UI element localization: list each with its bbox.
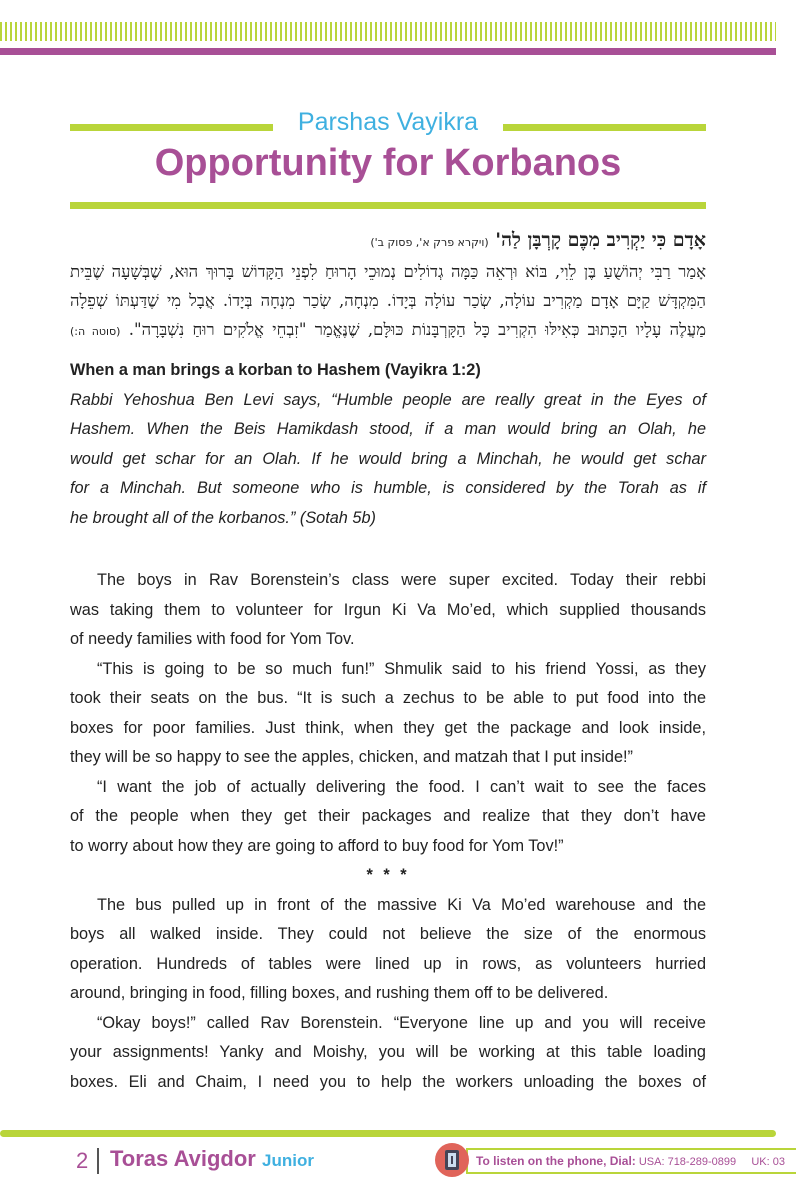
translation-line: Rabbi Yehoshua Ben Levi says, “Humble people are really great in the Eyes of xyxy=(70,390,706,409)
footer-divider xyxy=(97,1148,99,1174)
story xyxy=(70,566,706,1097)
page-title: Opportunity for Korbanos xyxy=(154,142,622,184)
story-line: they will be so happy to see the apples, chicken, and matzah that I put inside!” xyxy=(70,748,633,766)
top-tick-border xyxy=(0,22,776,41)
page-number: 2 xyxy=(76,1148,89,1173)
title-rule-bottom xyxy=(70,202,706,209)
translation-line: would get schar for an Olah. If he would bring a Minchah, he would get schar xyxy=(70,449,706,468)
translation xyxy=(70,356,706,533)
hebrew-verse: אָדָם כִּי יַקְרִיב מִכֶּם קָרְבָּן לַה' xyxy=(495,229,706,251)
hebrew-source-ref: (סוטה ה:) xyxy=(70,325,121,338)
uk-number: UK: 03 xyxy=(751,1156,785,1168)
usa-number: USA: 718-289-0899 xyxy=(638,1156,737,1168)
footer-bar xyxy=(0,1130,776,1137)
story-line: took their seats on the bus. “It is such a zechus to be able to put food into the xyxy=(70,689,706,707)
story-line: operation. Hundreds of tables were lined up in rows, as volunteers hurried xyxy=(70,954,706,973)
story-line: to worry about how they are going to afford to buy food for Yom Tov!” xyxy=(70,836,564,855)
story-line: was taking them to volunteer for Irgun Ki Va Mo’ed, which supplied thousands xyxy=(70,600,706,619)
hebrew-verse-source: (ויקרא פרק א', פסוק ב') xyxy=(370,236,489,249)
story-line: around, bringing in food, filling boxes, and rushing them off to be delivered. xyxy=(70,984,609,1002)
phone-icon xyxy=(435,1143,469,1177)
dial-label: To listen on the phone, Dial: xyxy=(476,1154,636,1168)
story-line: The boys in Rav Borenstein’s class were super excited. Today their rebbi xyxy=(97,571,706,589)
story-line: The bus pulled up in front of the massive Ki Va Mo’ed warehouse and the xyxy=(97,895,706,914)
top-purple-bar xyxy=(0,48,776,55)
story-line: “Okay boys!” called Rav Borenstein. “Everyone line up and you will receive xyxy=(97,1013,706,1032)
story-line: boxes. Eli and Chaim, I need you to help the workers unloading the boxes of xyxy=(70,1072,706,1091)
story-line: your assignments! Yanky and Moishy, you will be working at this table loading xyxy=(70,1043,706,1061)
hebrew-line: הַמִּקְדָּשׁ קַיָּם אָדָם מַקְרִיב עוֹלָה, שְׂכַר עוֹלָה בְּיָדוֹ. מִנְחָה, שְׂכַר מִנְחָה בְּיָדוֹ. אֲבָל מִי שֶׁדַּעְתּוֹ שְׁפֵלָה xyxy=(70,291,706,310)
story-line: of the people when they get their packages and realize that they don’t have xyxy=(70,807,706,825)
dial-info xyxy=(466,1148,796,1174)
story-line: “This is going to be so much fun!” Shmulik said to his friend Yossi, as they xyxy=(97,659,706,678)
translation-line: he brought all of the korbanos.” (Sotah 5b) xyxy=(70,508,376,527)
translation-line: Hashem. When the Beis Hamikdash stood, if a man would bring an Olah, he xyxy=(70,420,706,438)
brand-sub: Junior xyxy=(262,1151,314,1170)
brand-name: Toras Avigdor xyxy=(110,1146,256,1171)
story-line: boxes for poor families. Just think, when they get the package and look inside, xyxy=(70,718,706,737)
brand-logo xyxy=(110,1146,314,1172)
translation-heading: When a man brings a korban to Hashem (Vayikra 1:2) xyxy=(70,361,481,379)
section-break: * * * xyxy=(366,866,410,884)
parsha-subtitle: Parshas Vayikra xyxy=(297,108,479,136)
hebrew-line: אָמַר רַבִּי יְהוֹשֻׁעַ בֶּן לֵוִי, בּוֹא וּרְאֵה כַּמָּה גְדוֹלִים נְמוּכֵי הָרוּחַ לִפְנֵי הַקָּדוֹשׁ בָּרוּךְ הוּא, שֶׁבְּשָׁעָה שֶׁבֵּית xyxy=(70,262,706,281)
story-line: of needy families with food for Yom Tov. xyxy=(70,630,355,648)
story-line: boys all walked inside. They could not believe the size of the enormous xyxy=(70,925,706,943)
hebrew-source xyxy=(70,226,706,346)
hebrew-line: מַעֲלֶה עָלָיו הַכָּתוּב כְּאִילּוּ הִקְרִיב כָּל הַקָּרְבָּנוֹת כּוּלָּם, שֶׁנֶּאֱמַר "זִבְחֵי אֱלֹקִים רוּחַ נִשְׁבָּרָה". xyxy=(128,320,706,339)
story-line: “I want the job of actually delivering the food. I can’t wait to see the faces xyxy=(97,777,706,796)
translation-line: for a Minchah. But someone who is humble, is considered by the Torah as if xyxy=(70,479,706,497)
